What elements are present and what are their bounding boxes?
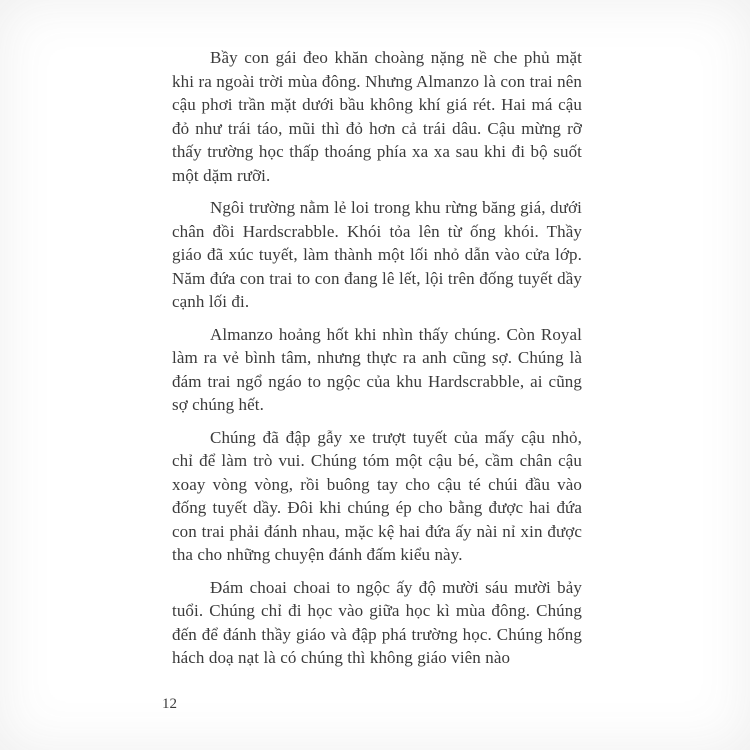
paragraph: Chúng đã đập gẫy xe trượt tuyết của mấy cậu nhỏ, chỉ để làm trò vui. Chúng tóm một cậu bé, cầm chân cậu xoay vòng vòng, rồi buông tay cho cậu té chúi đầu vào đống tuyết dầy. Đôi khi chúng ép cho bằng được hai đứa con trai phải đánh nhau, mặc kệ hai đứa ấy nài nỉ xin được tha cho những chuyện đánh đấm kiểu này. xyxy=(172,427,582,564)
page-number: 12 xyxy=(162,696,177,712)
paragraph: Almanzo hoảng hốt khi nhìn thấy chúng. Còn Royal làm ra vẻ bình tâm, nhưng thực ra anh cũng sợ. Chúng là đám trai ngổ ngáo to ngộc của khu Hardscrabble, ai cũng sợ chúng hết. xyxy=(172,324,582,414)
paragraph: Ngôi trường nằm lẻ loi trong khu rừng băng giá, dưới chân đồi Hardscrabble. Khói tỏa lên từ ống khói. Thầy giáo đã xúc tuyết, làm thành một lối nhỏ dẫn vào cửa lớp. Năm đứa con trai to con đang lê lết, lội trên đống tuyết dầy cạnh lối đi. xyxy=(172,198,582,311)
paragraph: Đám choai choai to ngộc ấy độ mười sáu mười bảy tuổi. Chúng chỉ đi học vào giữa học kì mùa đông. Chúng đến để đánh thầy giáo và đập phá trường học. Chúng hống hách doạ nạt là có chúng thì không giáo viên nào xyxy=(172,577,582,667)
body-text xyxy=(172,46,582,679)
paragraph: Bầy con gái đeo khăn choàng nặng nề che phủ mặt khi ra ngoài trời mùa đông. Nhưng Almanzo là con trai nên cậu phơi trần mặt dưới bầu không khí giá rét. Hai má cậu đỏ như trái táo, mũi thì đỏ hơn cả trái dâu. Cậu mừng rỡ thấy trường học thấp thoáng phía xa xa sau khi đi bộ suốt một dặm rưỡi. xyxy=(172,48,582,185)
